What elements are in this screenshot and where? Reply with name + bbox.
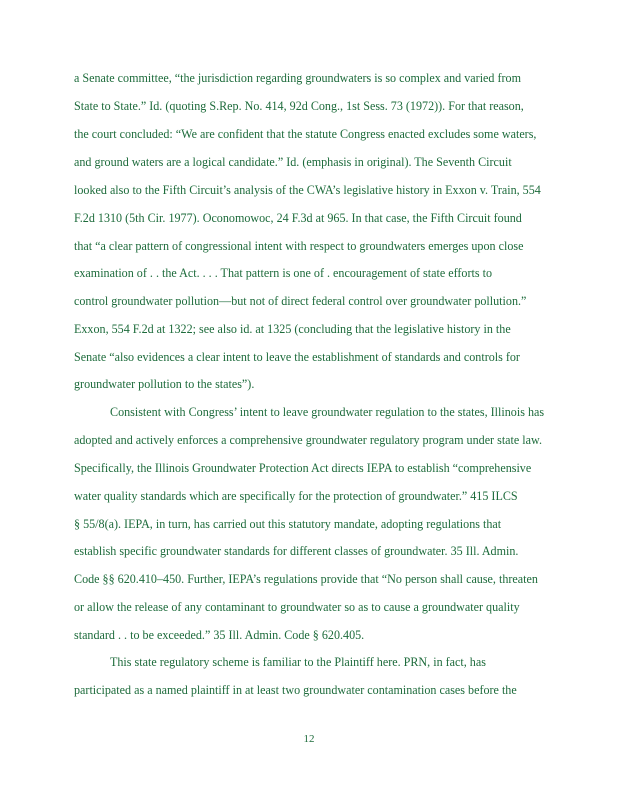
text-line: Senate “also evidences a clear intent to leave the establishment of standards and controls for [74,350,520,364]
text-line: the court concluded: “We are confident that the statute Congress enacted excludes some waters, [74,127,537,141]
text-line: examination of . . the Act. . . . That pattern is one of . encouragement of state efforts to [74,266,493,280]
text-line: adopted and actively enforces a comprehensive groundwater regulatory program under state law. [74,433,542,447]
text-line: Consistent with Congress’ intent to leave groundwater regulation to the states, Illinois has [110,405,545,419]
text-line: This state regulatory scheme is familiar to the Plaintiff here. PRN, in fact, has [110,655,486,669]
text-line: groundwater pollution to the states”). [74,377,255,391]
text-line: establish specific groundwater standards for different classes of groundwater. 35 Ill. Admin. [74,544,519,558]
text-line: or allow the release of any contaminant to groundwater so as to cause a groundwater quality [74,600,520,614]
text-line: looked also to the Fifth Circuit’s analysis of the CWA’s legislative history in Exxon v. Train, 554 [74,183,541,197]
text-line: control groundwater pollution—but not of direct federal control over groundwater pollution.” [74,294,527,308]
page-number: 12 [303,733,315,745]
text-line: and ground waters are a logical candidate.” Id. (emphasis in original). The Seventh Circuit [74,155,512,169]
text-line: Exxon, 554 F.2d at 1322; see also id. at 1325 (concluding that the legislative history in the [74,322,511,336]
text-line: § 55/8(a). IEPA, in turn, has carried out this statutory mandate, adopting regulations that [74,517,502,531]
text-line: Specifically, the Illinois Groundwater Protection Act directs IEPA to establish “comprehensive [74,461,532,475]
text-line: that “a clear pattern of congressional intent with respect to groundwaters emerges upon close [74,239,524,253]
text-line: participated as a named plaintiff in at least two groundwater contamination cases before the [74,683,517,697]
text-line: Code §§ 620.410–450. Further, IEPA’s regulations provide that “No person shall cause, threaten [74,572,538,586]
text-line: a Senate committee, “the jurisdiction regarding groundwaters is so complex and varied from [74,71,521,85]
text-line: water quality standards which are specifically for the protection of groundwater.” 415 ILCS [74,489,518,503]
text-line: F.2d 1310 (5th Cir. 1977). Oconomowoc, 24 F.3d at 965. In that case, the Fifth Circuit found [74,211,522,225]
text-line: standard . . to be exceeded.” 35 Ill. Admin. Code § 620.405. [74,628,365,642]
text-line: State to State.” Id. (quoting S.Rep. No. 414, 92d Cong., 1st Sess. 73 (1972)). For that reason, [74,99,524,113]
